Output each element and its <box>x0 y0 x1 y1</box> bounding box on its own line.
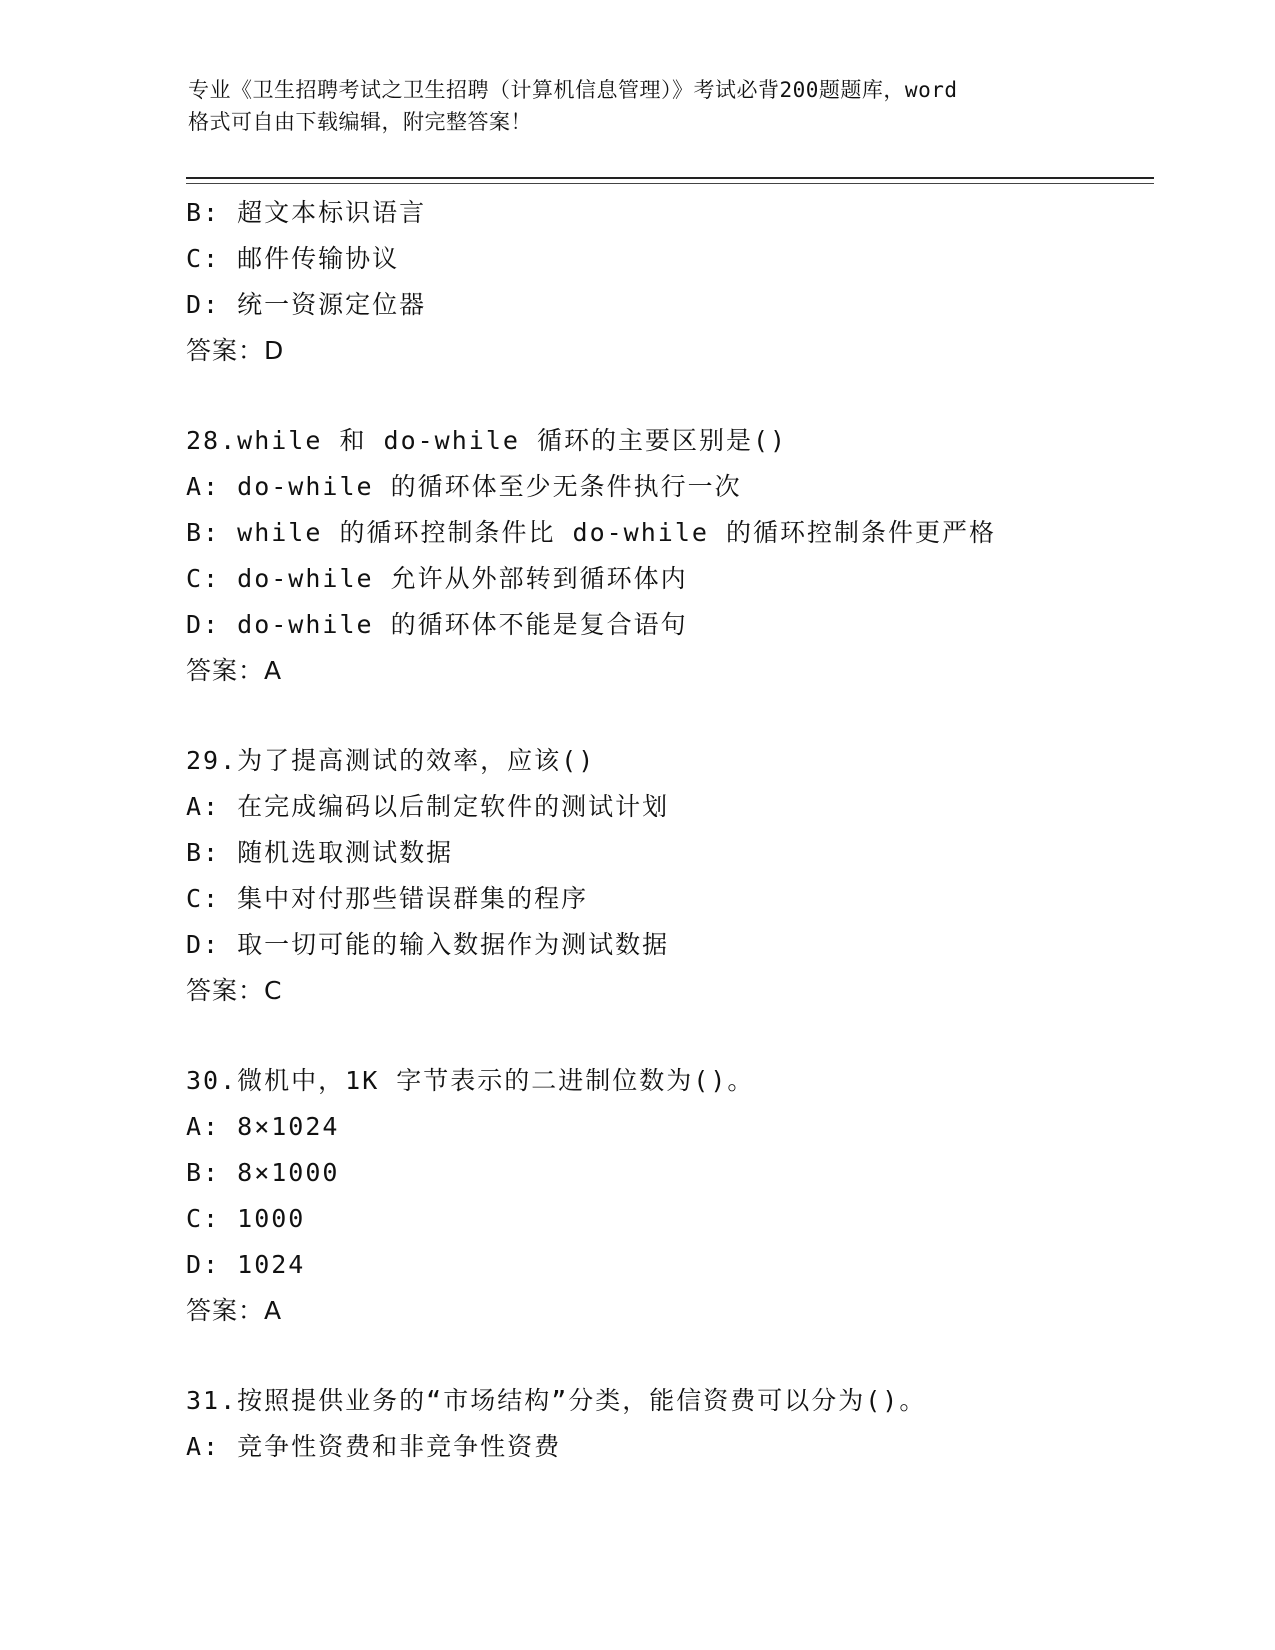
header-divider-thick <box>186 177 1154 179</box>
question-list <box>186 190 1146 1470</box>
option-c: C: 邮件传输协议 <box>186 244 400 273</box>
option-d: D: 1024 <box>186 1250 306 1279</box>
option-a: A: 在完成编码以后制定软件的测试计划 <box>186 792 670 821</box>
question-block-27 <box>186 190 1146 374</box>
header-title-line-1: 专业《卫生招聘考试之卫生招聘（计算机信息管理）》考试必背200题题库，word <box>188 78 958 102</box>
block-spacer <box>186 1014 1146 1058</box>
option-d: D: 统一资源定位器 <box>186 290 427 319</box>
question-block-30 <box>186 1058 1146 1334</box>
document-header <box>188 74 1088 138</box>
block-spacer <box>186 694 1146 738</box>
option-b: B: 随机选取测试数据 <box>186 838 454 867</box>
question-text: 29.为了提高测试的效率，应该() <box>186 746 596 775</box>
question-block-29 <box>186 738 1146 1014</box>
option-c: C: 集中对付那些错误群集的程序 <box>186 884 589 913</box>
option-a: A: do-while 的循环体至少无条件执行一次 <box>186 472 742 501</box>
option-c: C: 1000 <box>186 1204 306 1233</box>
answer-line: 答案：C <box>186 976 283 1005</box>
answer-line: 答案：A <box>186 1296 283 1325</box>
header-divider-thin <box>186 183 1154 184</box>
block-spacer <box>186 1334 1146 1378</box>
question-text: 30.微机中，1K 字节表示的二进制位数为()。 <box>186 1066 755 1095</box>
answer-line: 答案：D <box>186 336 285 365</box>
block-spacer <box>186 374 1146 418</box>
question-block-31 <box>186 1378 1146 1470</box>
question-text: 31.按照提供业务的“市场结构”分类，能信资费可以分为()。 <box>186 1386 927 1415</box>
option-a: A: 8×1024 <box>186 1112 340 1141</box>
option-c: C: do-while 允许从外部转到循环体内 <box>186 564 688 593</box>
question-block-28 <box>186 418 1146 694</box>
option-a: A: 竞争性资费和非竞争性资费 <box>186 1432 562 1461</box>
option-d: D: 取一切可能的输入数据作为测试数据 <box>186 930 670 959</box>
question-text: 28.while 和 do-while 循环的主要区别是() <box>186 426 788 455</box>
option-b: B: while 的循环控制条件比 do-while 的循环控制条件更严格 <box>186 518 996 547</box>
option-b: B: 超文本标识语言 <box>186 198 427 227</box>
option-d: D: do-while 的循环体不能是复合语句 <box>186 610 688 639</box>
header-title-line-2: 格式可自由下载编辑，附完整答案！ <box>188 110 532 134</box>
option-b: B: 8×1000 <box>186 1158 340 1187</box>
answer-line: 答案：A <box>186 656 283 685</box>
